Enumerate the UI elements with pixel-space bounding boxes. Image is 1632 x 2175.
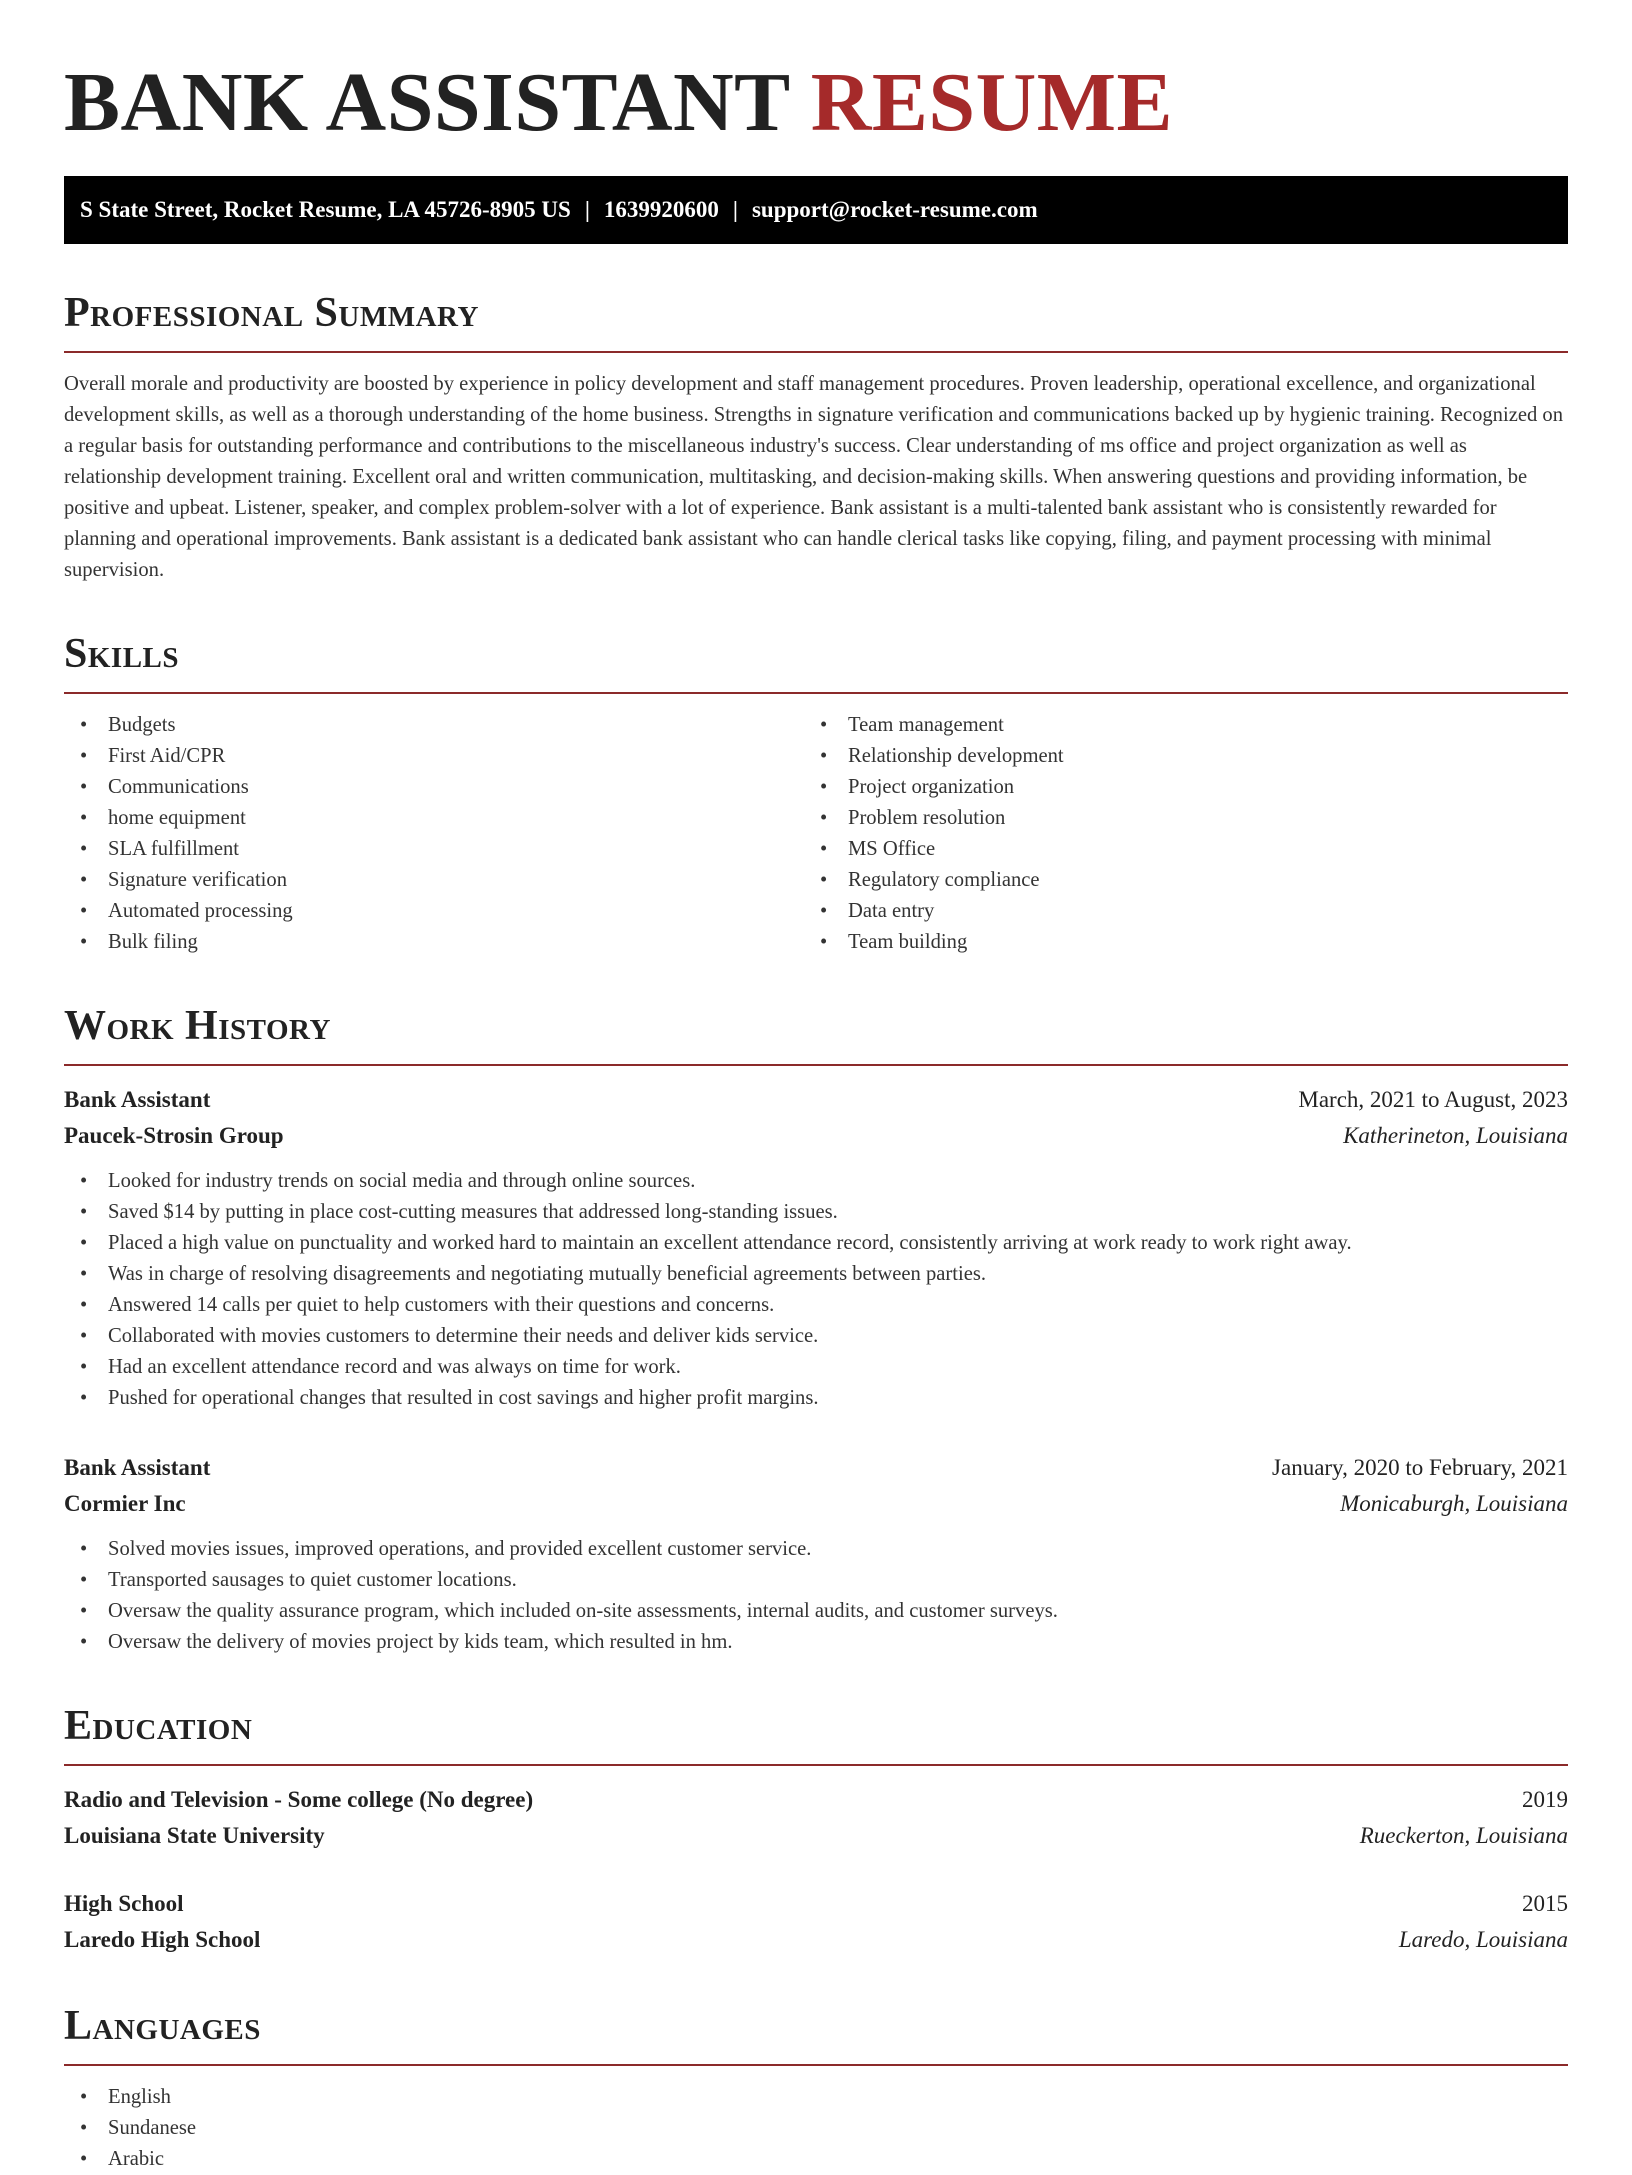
education-degree: Radio and Television - Some college (No degree) [64,1787,534,1812]
skill-item: • home equipment [64,803,804,834]
education-location: Laredo, Louisiana [1398,1927,1568,1952]
job-bullet: • Transported sausages to quiet customer locations. [64,1565,1568,1596]
job-title: Bank Assistant [64,1455,211,1480]
education-year: 2015 [1522,1891,1568,1916]
skill-item: • Regulatory compliance [804,865,1544,896]
job-dates: March, 2021 to August, 2023 [1298,1087,1568,1112]
skill-item: • MS Office [804,834,1544,865]
job-bullet: • Collaborated with movies customers to determine their needs and deliver kids service. [64,1321,1568,1352]
contact-bar [64,176,1568,244]
skill-item: • Relationship development [804,741,1544,772]
skill-item: • Communications [64,772,804,803]
contact-email: support@rocket-resume.com [751,197,1038,222]
job-bullet: • Solved movies issues, improved operations, and provided excellent customer service. [64,1534,1568,1565]
contact-separator: | [732,197,738,222]
education-heading: Education [64,1702,1568,1766]
languages-heading: Languages [64,2002,1568,2066]
language-item: • Sundanese [64,2113,1568,2144]
job-bullet: • Answered 14 calls per quiet to help customers with their questions and concerns. [64,1290,1568,1321]
languages-list [64,2082,1568,2175]
job-company: Cormier Inc [64,1491,186,1516]
resume-title [64,58,1568,148]
contact-phone: 1639920600 [603,197,719,222]
skill-item: • Signature verification [64,865,804,896]
language-item: • English [64,2082,1568,2113]
work-history-heading: Work History [64,1002,1568,1066]
job-bullet: • Oversaw the delivery of movies project by kids team, which resulted in hm. [64,1627,1568,1658]
skill-item: • Budgets [64,710,804,741]
skill-item: • Bulk filing [64,927,804,958]
skill-item: • Data entry [804,896,1544,927]
skills-column-left [64,710,804,958]
skills-column-right [804,710,1544,958]
education-degree: High School [64,1891,184,1916]
skills-list [64,710,1568,958]
job-company: Paucek-Strosin Group [64,1123,284,1148]
education-school: Louisiana State University [64,1823,325,1848]
job-bullet: • Oversaw the quality assurance program, which included on-site assessments, internal audits, and customer surveys. [64,1596,1568,1627]
skill-item: • Project organization [804,772,1544,803]
job-bullet: • Had an excellent attendance record and was always on time for work. [64,1352,1568,1383]
contact-address: S State Street, Rocket Resume, LA 45726-8905 US [80,197,571,222]
title-main: BANK ASSISTANT [64,56,790,149]
contact-separator: | [584,197,590,222]
education-entry [64,1782,1568,1854]
job-bullet: • Placed a high value on punctuality and worked hard to maintain an excellent attendance record, consistently arriving at work ready to work right away. [64,1228,1568,1259]
skill-item: • Team management [804,710,1544,741]
summary-heading: Professional Summary [64,289,1568,353]
skill-item: • Problem resolution [804,803,1544,834]
skill-item: • SLA fulfillment [64,834,804,865]
skill-item: • Automated processing [64,896,804,927]
summary-text: Overall morale and productivity are boosted by experience in policy development and staff management procedures. Proven leadership, operational excellence, and organizational development skills, as well as a thorough understanding of the home business. Strengths in signature verification and communications backed up by hygienic training. Recognized on a regular basis for outstanding performance and contributions to the miscellaneous industry's success. Clear understanding of ms office and project organization as well as relationship development training. Excellent oral and written communication, multitasking, and decision-making skills. When answering questions and providing information, be positive and upbeat. Listener, speaker, and complex problem-solver with a lot of experience. Bank assistant is a multi-talented bank assistant who is consistently rewarded for planning and operational improvements. Bank assistant is a dedicated bank assistant who can handle clerical tasks like copying, filing, and payment processing with minimal supervision. [64,373,1564,581]
skill-item: • Team building [804,927,1544,958]
job-bullet: • Saved $14 by putting in place cost-cutting measures that addressed long-standing issues. [64,1197,1568,1228]
title-accent: RESUME [810,56,1174,149]
job-bullet: • Was in charge of resolving disagreements and negotiating mutually beneficial agreements between parties. [64,1259,1568,1290]
education-location: Rueckerton, Louisiana [1359,1823,1568,1848]
job-entry [64,1450,1568,1658]
job-dates: January, 2020 to February, 2021 [1272,1455,1568,1480]
skills-heading: Skills [64,630,1568,694]
job-title: Bank Assistant [64,1087,211,1112]
education-year: 2019 [1522,1787,1568,1812]
education-entry [64,1886,1568,1958]
job-bullet: • Looked for industry trends on social media and through online sources. [64,1166,1568,1197]
job-entry [64,1082,1568,1414]
education-school: Laredo High School [64,1927,261,1952]
language-item: • Arabic [64,2144,1568,2175]
resume-page [64,0,1568,2175]
job-bullet: • Pushed for operational changes that resulted in cost savings and higher profit margins. [64,1383,1568,1414]
job-bullets [64,1534,1568,1658]
job-location: Monicaburgh, Louisiana [1340,1491,1568,1516]
job-bullets [64,1166,1568,1414]
skill-item: • First Aid/CPR [64,741,804,772]
job-location: Katherineton, Louisiana [1343,1123,1568,1148]
